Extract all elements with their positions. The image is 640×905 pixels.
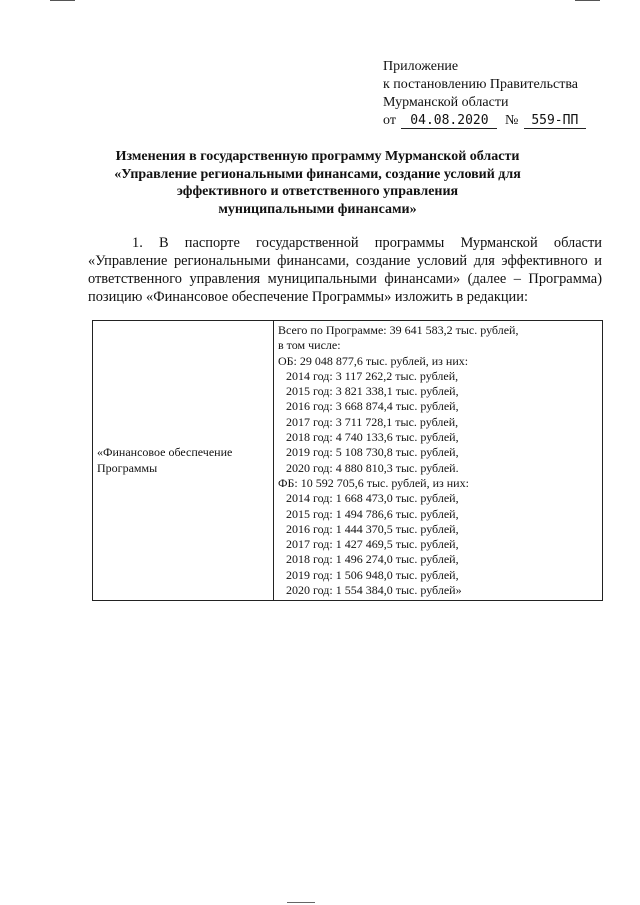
scan-edge-mark-left	[50, 0, 75, 1]
from-label: от	[383, 113, 396, 128]
fb-year-line: 2015 год: 1 494 786,6 тыс. рублей,	[286, 506, 459, 521]
fb-year-line: 2020 год: 1 554 384,0 тыс. рублей»	[286, 583, 462, 598]
fb-year-line: 2014 год: 1 668 473,0 тыс. рублей,	[286, 491, 459, 506]
including-line: в том числе:	[278, 338, 341, 353]
scan-edge-mark-right	[575, 0, 600, 1]
amendment-paragraph: 1. В паспорте государственной программы Мурманской области «Управление региональными финансами, создание условий для эффективного и ответственного управления муниципальными финансами» (далее – Программа) позицию «Финансовое обеспечение Программы» изложить в редакции:	[88, 235, 602, 305]
ob-year-line: 2019 год: 5 108 730,8 тыс. рублей,	[286, 445, 459, 460]
document-title	[70, 148, 565, 218]
scan-bottom-mark	[287, 902, 315, 903]
ob-year-line: 2015 год: 3 821 338,1 тыс. рублей,	[286, 384, 459, 399]
table-row	[93, 321, 603, 601]
resolution-number: 559-ПП	[524, 113, 586, 129]
appendix-block	[383, 58, 623, 130]
ob-year-line: 2018 год: 4 740 133,6 тыс. рублей,	[286, 430, 459, 445]
title-line-2: «Управление региональными финансами, создание условий для	[114, 166, 521, 182]
title-line-3: эффективного и ответственного управления	[176, 184, 459, 199]
ob-year-line: 2020 год: 4 880 810,3 тыс. рублей.	[286, 460, 459, 475]
fb-year-line: 2019 год: 1 506 948,0 тыс. рублей,	[286, 567, 459, 582]
financing-label-cell: «Финансовое обеспечение Программы	[93, 321, 274, 601]
appendix-line-2: к постановлению Правительства	[383, 77, 579, 92]
title-line-1: Изменения в государственную программу Мурманской области	[115, 149, 520, 164]
appendix-line-3: Мурманской области	[383, 95, 509, 110]
financing-table	[92, 320, 603, 601]
appendix-date-row	[383, 112, 623, 130]
fb-year-line: 2016 год: 1 444 370,5 тыс. рублей,	[286, 521, 459, 536]
fb-header: ФБ: 10 592 705,6 тыс. рублей, из них:	[278, 475, 469, 490]
title-line-4: муниципальными финансами»	[218, 201, 417, 217]
ob-year-line: 2016 год: 3 668 874,4 тыс. рублей,	[286, 399, 459, 414]
resolution-date: 04.08.2020	[401, 113, 497, 129]
ob-year-line: 2017 год: 3 711 728,1 тыс. рублей,	[286, 414, 459, 429]
financing-values-cell	[274, 321, 603, 601]
fb-year-line: 2018 год: 1 496 274,0 тыс. рублей,	[286, 552, 459, 567]
number-label: №	[504, 113, 519, 128]
ob-header: ОБ: 29 048 877,6 тыс. рублей, из них:	[278, 353, 469, 368]
ob-year-line: 2014 год: 3 117 262,2 тыс. рублей,	[286, 368, 459, 383]
total-line: Всего по Программе: 39 641 583,2 тыс. рублей,	[278, 323, 519, 337]
fb-year-line: 2017 год: 1 427 469,5 тыс. рублей,	[286, 537, 459, 552]
appendix-line-1: Приложение	[383, 59, 459, 74]
